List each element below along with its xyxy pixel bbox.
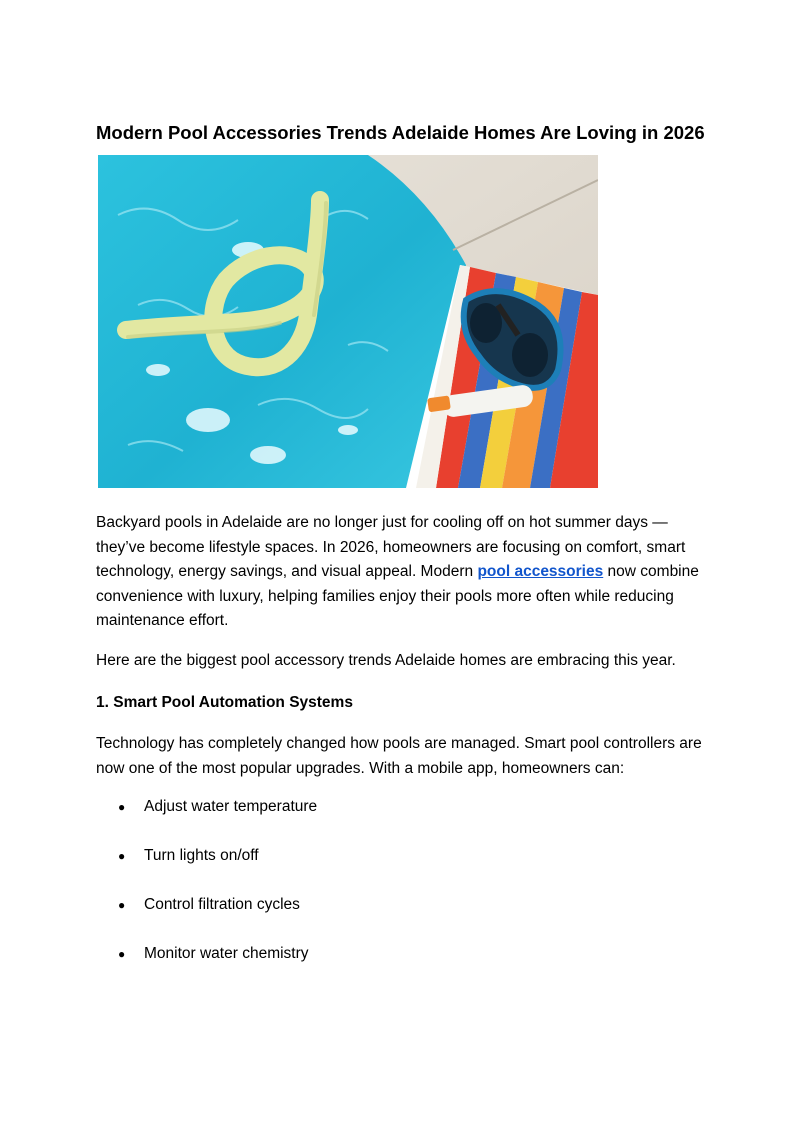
trends-intro-paragraph: Here are the biggest pool accessory trends Adelaide homes are embracing this year. bbox=[96, 652, 676, 669]
list-item bbox=[118, 893, 300, 917]
list-item-text: Monitor water chemistry bbox=[144, 945, 309, 962]
list-item bbox=[118, 795, 317, 819]
bullet-icon: ● bbox=[118, 898, 126, 912]
list-item bbox=[118, 942, 309, 966]
list-item-text: Adjust water temperature bbox=[144, 798, 318, 815]
hero-image bbox=[98, 155, 598, 488]
section-heading-smart-automation: 1. Smart Pool Automation Systems bbox=[96, 694, 353, 711]
intro-paragraph bbox=[96, 511, 706, 634]
bullet-icon: ● bbox=[118, 800, 126, 814]
intro-text-end: now combine convenience with luxury, helping families enjoy their pools more often while reducing maintenance effort. bbox=[96, 563, 699, 629]
bullet-icon: ● bbox=[118, 947, 126, 961]
list-item-text: Control filtration cycles bbox=[144, 896, 300, 913]
article-title: Modern Pool Accessories Trends Adelaide Homes Are Loving in 2026 bbox=[96, 122, 705, 143]
section-paragraph-smart-automation: Technology has completely changed how pools are managed. Smart pool controllers are now one of the most popular upgrades. With a mobile app, homeowners can: bbox=[96, 735, 702, 777]
bullet-icon: ● bbox=[118, 849, 126, 863]
pool-accessories-link[interactable]: pool accessories bbox=[477, 563, 604, 580]
list-item-text: Turn lights on/off bbox=[144, 847, 259, 864]
intro-text-start: Backyard pools in Adelaide are no longer just for cooling off on hot summer days — they’ve become lifestyle spaces. In 2026, homeowners are focusing on comfort, smart technology, energy savings, and visual appeal. Modern bbox=[96, 514, 686, 580]
list-item bbox=[118, 844, 259, 868]
